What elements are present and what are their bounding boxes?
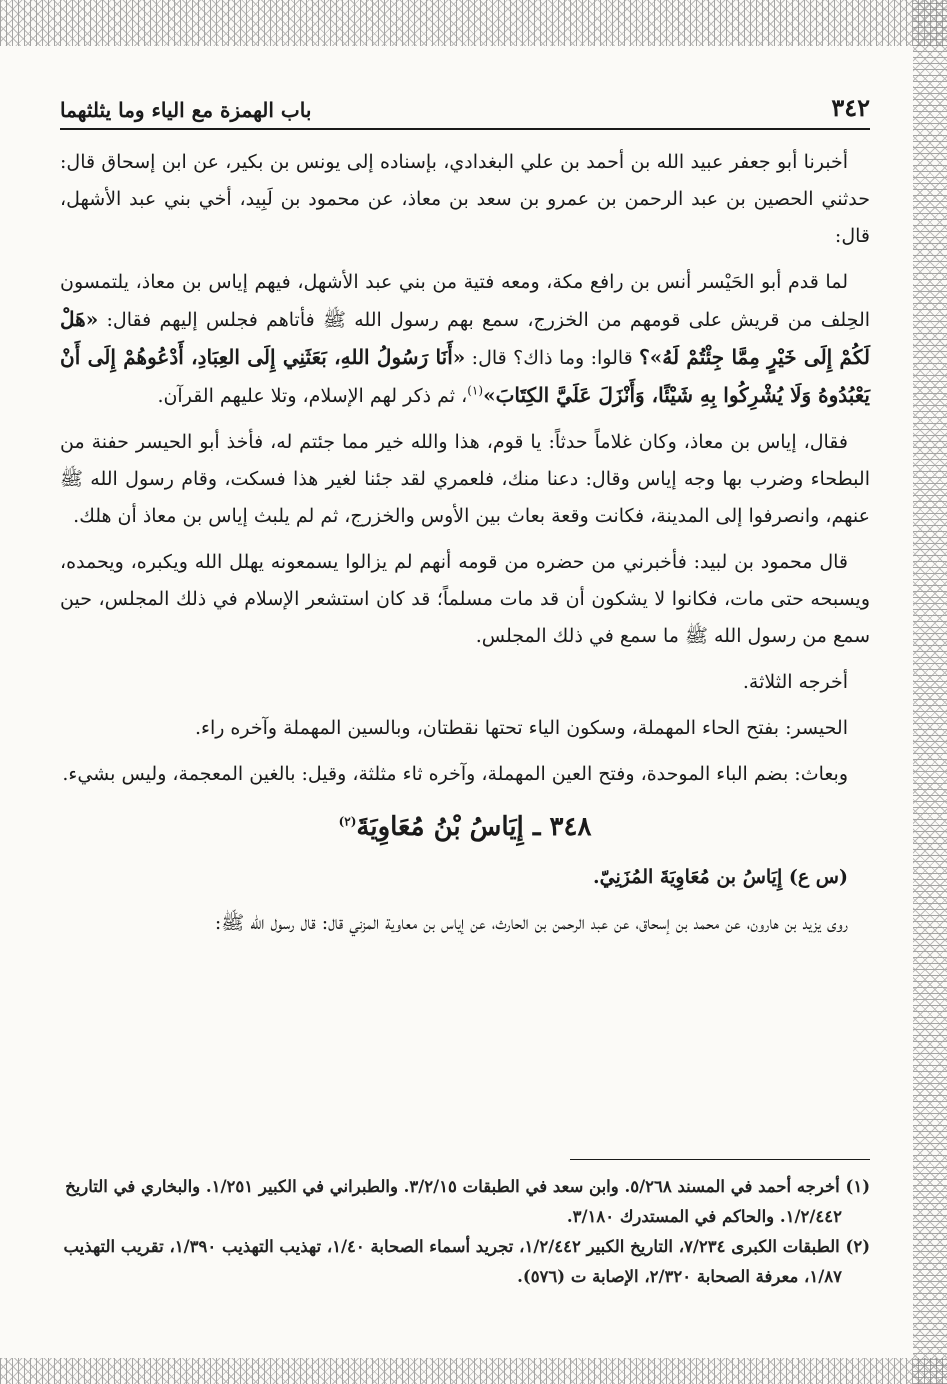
story-mid: قالوا: وما ذاك؟ قال:	[465, 347, 640, 369]
paragraph-mahmud: قال محمود بن لبيد: فأخبرني من حضره من قومه أنهم لم يزالوا يسمعونه يهلل الله ويكبره، ويحمده، ويسبحه حتى مات، فكانوا لا يشكون أن قد مات مسلماً؛ قد كان استشعر الإسلام في ذلك المجلس، حين سمع من رسول الله ﷺ ما سمع في ذلك المجلس.	[60, 551, 870, 647]
paragraph-iyas: فقال، إياس بن معاذ، وكان غلاماً حدثاً: يا قوم، هذا والله خير مما جئتم له، فأخذ أبو الحيسر حفنة من البطحاء وضرب بها وجه إياس وقال: دعنا منك، فلعمري لقد جئنا لغير هذا فسكت، وقام رسول الله ﷺ عنهم، وانصرفوا إلى المدينة، فكانت وقعة بعاث بين الأوس والخزرج، ثم لم يلبث إياس بن معاذ أن هلك.	[60, 431, 870, 527]
page-body	[60, 144, 870, 951]
page-number: ٣٤٢	[831, 93, 870, 122]
quote-hadith-2: «أَنَا رَسُولُ اللهِ، بَعَثَنِي إِلَى العِبَادِ، أَدْعُوهُمْ إِلَى أَنْ يَعْبُدُوهُ وَلَا يُشْرِكُوا بِهِ شَيْئًا، وَأَنْزَلَ عَلَيَّ الكِتَابَ»	[60, 345, 870, 407]
decorative-border-right	[913, 0, 947, 1384]
paragraph-isnad: أخبرنا أبو جعفر عبيد الله بن أحمد بن علي البغدادي، بإسناده إلى يونس بن بكير، عن ابن إسحاق قال: حدثني الحصين بن عبد الرحمن بن عمرو بن سعد بن معاذ، عن محمود بن لَبِيد، أخي بني عبد الأشهل، قال:	[60, 151, 870, 247]
story-text: لما قدم أبو الحَيْسر أنس بن رافع مكة، ومعه فتية من بني عبد الأشهل، فيهم إياس بن معاذ، يلتمسون الحِلف من قريش على قومهم من الخزرج، سمع بهم رسول الله ﷺ فأتاهم فجلس إليهم فقال:	[60, 271, 871, 331]
section-title-text: ٣٤٨ ـ إِيَاسُ بْنُ مُعَاوِيَةَ	[356, 812, 592, 842]
decorative-border-bottom	[0, 1358, 947, 1384]
quote-hadith-1: «هَلْ لَكُمْ إِلَى خَيْرٍ مِمَّا جِئْتُمْ لَهُ»؟	[60, 307, 871, 369]
section-subtitle: (س ع) إِيَاسُ بن مُعَاوِيَةَ المُزَنِيّ.	[593, 866, 848, 888]
footnote-marker-2[interactable]: (٢)	[338, 814, 357, 829]
story-tail: ، ثم ذكر لهم الإسلام، وتلا عليهم القرآن.	[157, 385, 468, 407]
paragraph-note-buath: وبعاث: بضم الباء الموحدة، وفتح العين المهملة، وآخره ثاء مثلثة، وقيل: بالغين المعجمة، وليس بشيء.	[62, 763, 848, 785]
paragraph-story	[60, 264, 870, 415]
footnote-divider	[570, 1159, 870, 1160]
footnotes	[60, 1172, 870, 1292]
section-title	[60, 807, 870, 847]
section-text: روى يزيد بن هارون، عن محمد بن إسحاق، عن عبد الرحمن بن الحارث، عن إياس بن معاوية المزني قال: قال رسول الله ﷺ:	[214, 912, 848, 934]
footnote-2: (٢) الطبقات الكبرى ٧/٢٣٤، التاريخ الكبير ١/٢/٤٤٢، تجريد أسماء الصحابة ١/٤٠، تهذيب التهذيب ١/٣٩٠، تقريب التهذيب ١/٨٧، معرفة الصحابة ٢/٣٢٠، الإصابة ت (٥٧٦).	[63, 1237, 870, 1286]
footnote-1: (١) أخرجه أحمد في المسند ٥/٢٦٨. وابن سعد في الطبقات ٣/٢/١٥. والطبراني في الكبير ١/٢٥١. والبخاري في التاريخ ١/٢/٤٤٢. والحاكم في المستدرك ٣/١٨٠.	[65, 1177, 870, 1226]
book-page	[60, 86, 870, 1356]
paragraph-takhrij: أخرجه الثلاثة.	[742, 671, 848, 693]
footnote-marker-1[interactable]: (١)	[467, 383, 484, 398]
page-header	[60, 86, 870, 130]
paragraph-note-haysar: الحيسر: بفتح الحاء المهملة، وسكون الياء تحتها نقطتان، وبالسين المهملة وآخره راء.	[194, 717, 848, 739]
decorative-border-top	[0, 0, 947, 46]
chapter-title: باب الهمزة مع الياء وما يثلثهما	[60, 98, 312, 122]
